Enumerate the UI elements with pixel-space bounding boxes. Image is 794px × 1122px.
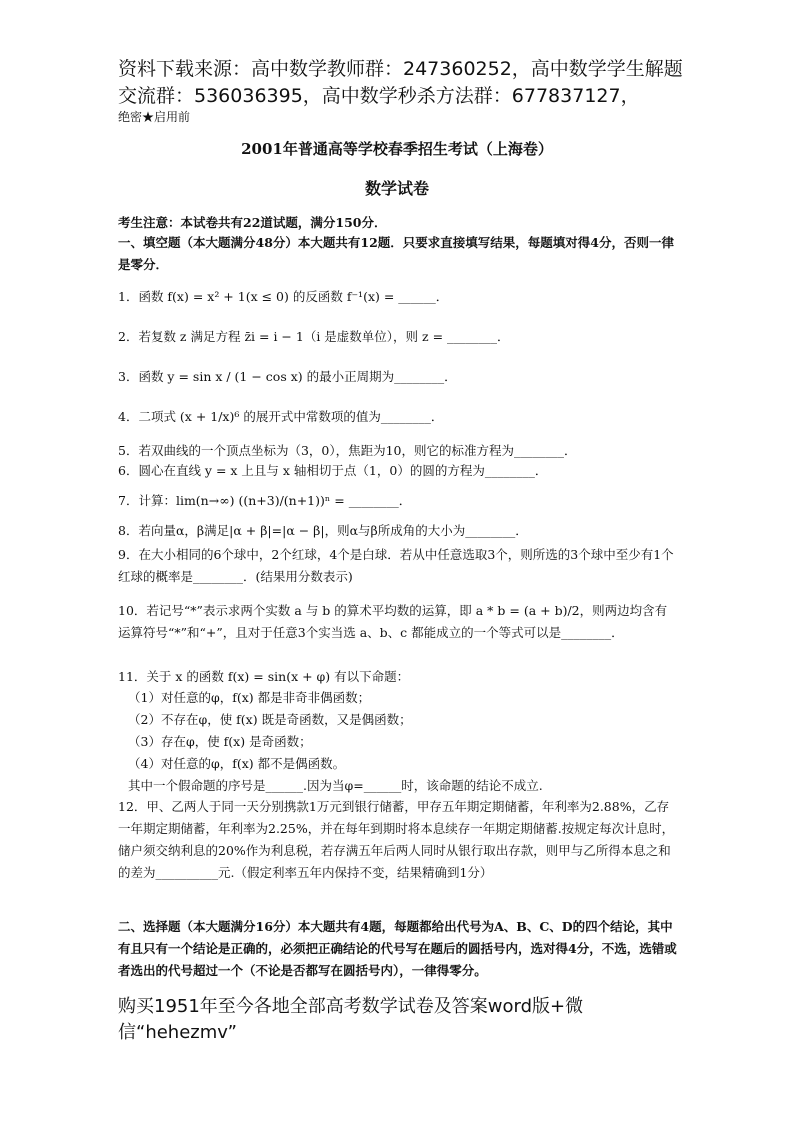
question-2: 2．若复数 z 满足方程 z̄i = i − 1（i 是虚数单位），则 z = ________．	[118, 329, 510, 344]
section2-heading: 二、选择题（本大题满分16分）本大题共有4题，每题都给出代号为A、B、C、D的四个结论，其中有且只有一个结论是正确的，必须把正确结论的代号写在题后的圆括号内，选对得4分，不选，选错或者选出的代号超过一个（不论是否都写在圆括号内），一律得零分。	[118, 919, 677, 978]
q11-item-1: （1）对任意的φ，f(x) 都是非奇非偶函数；	[128, 690, 371, 705]
question-10: 10．若记号“*”表示求两个实数 a 与 b 的算术平均数的运算，即 a * b = (a + b)/2，则两边均含有运算符号“*”和“+”，且对于任意3个实当选 a、b、c 都能成立的一个等式可以是________．	[118, 603, 668, 640]
question-8: 8．若向量α，β满足|α + β|=|α − β|，则α与β所成角的大小为________．	[118, 523, 528, 538]
question-7: 7．计算：lim(n→∞) ((n+3)/(n+1))ⁿ = ________．	[118, 493, 412, 508]
question-5: 5．若双曲线的一个顶点坐标为（3，0），焦距为10，则它的标准方程为________．	[118, 443, 577, 458]
exam-title: 2001年普通高等学校春季招生考试（上海卷）	[241, 140, 553, 158]
question-11: 11．关于 x 的函数 f(x) = sin(x + φ) 有以下命题：	[118, 669, 410, 684]
q11-item-2: （2）不存在φ，使 f(x) 既是奇函数，又是偶函数；	[128, 712, 412, 727]
q11-item-3: （3）存在φ，使 f(x) 是奇函数；	[128, 734, 312, 749]
question-3: 3．函数 y = sin x / (1 − cos x) 的最小正周期为________．	[118, 369, 457, 384]
q11-item-4: （4）对任意的φ，f(x) 都不是偶函数。	[128, 756, 346, 771]
q11-conclusion: 其中一个假命题的序号是______.因为当φ=______时，该命题的结论不成立.	[128, 778, 543, 793]
source-info: 资料下载来源：高中数学教师群：247360252，高中数学学生解题交流群：536036395，高中数学秒杀方法群：677837127，	[118, 58, 683, 107]
secret-label: 绝密★启用前	[118, 110, 191, 124]
question-4: 4．二项式 (x + 1/x)⁶ 的展开式中常数项的值为________．	[118, 409, 444, 424]
section1-heading: 一、填空题（本大题满分48分）本大题共有12题．只要求直接填写结果，每题填对得4分，否则一律是零分．	[118, 235, 674, 272]
footer-ad: 购买1951年至今各地全部高考数学试卷及答案word版+微信“hehezmv”	[118, 996, 584, 1043]
question-1: 1．函数 f(x) = x² + 1(x ≤ 0) 的反函数 f⁻¹(x) = ______．	[118, 289, 449, 304]
exam-subtitle: 数学试卷	[364, 179, 429, 198]
exam-notice: 考生注意：本试卷共有22道试题，满分150分．	[118, 215, 387, 230]
question-9: 9．在大小相同的6个球中，2个红球，4个是白球．若从中任意选取3个，则所选的3个球中至少有1个红球的概率是________．(结果用分数表示)	[118, 547, 674, 584]
question-6: 6．圆心在直线 y = x 上且与 x 轴相切于点（1，0）的圆的方程为________．	[118, 463, 548, 478]
question-12: 12．甲、乙两人于同一天分别携款1万元到银行储蓄，甲存五年期定期储蓄，年利率为2.88%，乙存一年期定期储蓄，年利率为2.25%，并在每年到期时将本息续存一年期定期储蓄.按规定每次计息时，储户须交纳利息的20%作为利息税，若存满五年后两人同时从银行取出存款，则甲与乙所得本息之和的差为__________元.（假定利率五年内保持不变，结果精确到1分）	[118, 799, 675, 880]
